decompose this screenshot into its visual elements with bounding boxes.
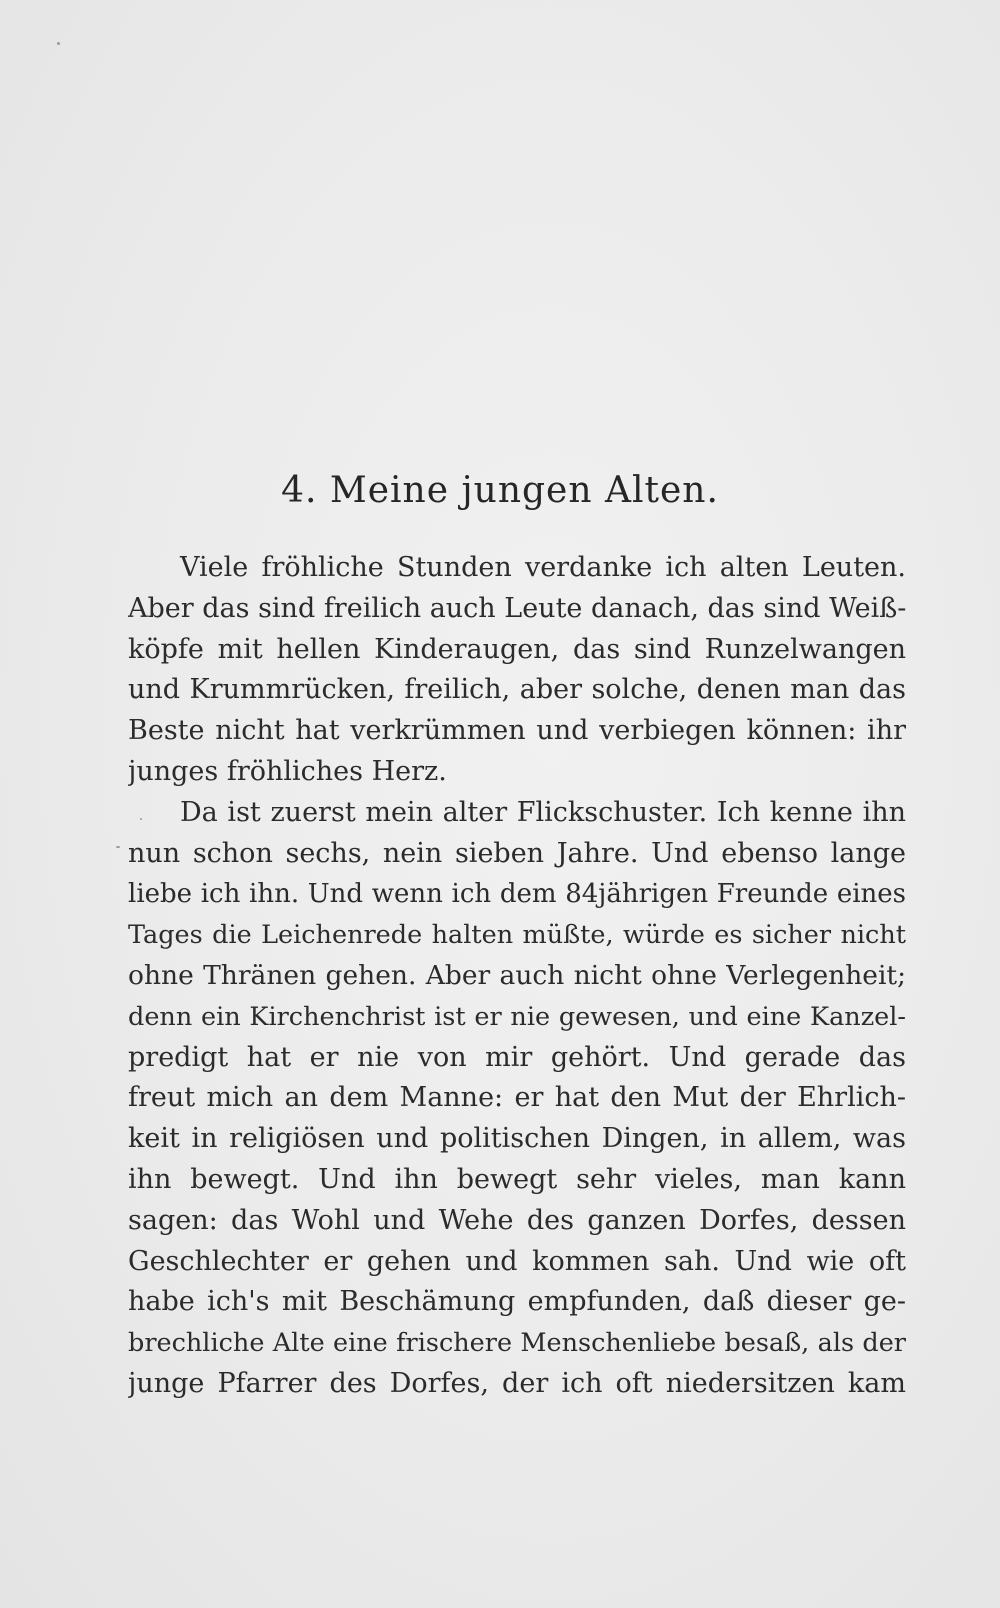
text-line: Da ist zuerst mein alter Flickschuster. Ich kenne ihn [180, 796, 906, 828]
body-text [128, 548, 906, 1405]
chapter-heading: 4. Meine jungen Alten. [281, 470, 719, 511]
page-speck [116, 846, 120, 848]
text-line: Beste nicht hat verkrümmen und verbiegen können: ihr [128, 715, 906, 747]
text-line: ohne Thränen gehen. Aber auch nicht ohne Verlegenheit; [128, 959, 906, 991]
page-speck [57, 42, 60, 45]
text-line: freut mich an dem Manne: er hat den Mut der Ehrlich- [128, 1082, 906, 1114]
text-line: ihn bewegt. Und ihn bewegt sehr vieles, man kann [128, 1163, 906, 1195]
text-line: Viele fröhliche Stunden verdanke ich alten Leuten. [180, 552, 906, 583]
text-line: junge Pfarrer des Dorfes, der ich oft niedersitzen kam [128, 1367, 906, 1399]
text-line: köpfe mit hellen Kinderaugen, das sind Runzelwangen [128, 633, 906, 665]
text-line: habe ich's mit Beschämung empfunden, daß dieser ge- [128, 1286, 906, 1318]
text-line: Aber das sind freilich auch Leute danach, das sind Weiß- [128, 592, 906, 624]
text-line: nun schon sechs, nein sieben Jahre. Und ebenso lange [128, 837, 906, 869]
text-line: keit in religiösen und politischen Dingen, in allem, was [128, 1123, 906, 1155]
text-line: und Krummrücken, freilich, aber solche, denen man das [128, 674, 906, 706]
text-line: liebe ich ihn. Und wenn ich dem 84jährigen Freunde eines [128, 879, 906, 910]
text-line: junges fröhliches Herz. [128, 755, 447, 787]
text-line: predigt hat er nie von mir gehört. Und gerade das [128, 1041, 906, 1073]
text-line: Geschlechter er gehen und kommen sah. Und wie oft [128, 1245, 906, 1277]
text-line: sagen: das Wohl und Wehe des ganzen Dorfes, dessen [128, 1204, 906, 1236]
text-line: denn ein Kirchenchrist ist er nie gewesen, und eine Kanzel- [128, 1001, 906, 1032]
text-line: Tages die Leichenrede halten müßte, würde es sicher nicht [128, 920, 906, 951]
text-line: brechliche Alte eine frischere Menschenliebe besaß, als der [128, 1328, 906, 1359]
